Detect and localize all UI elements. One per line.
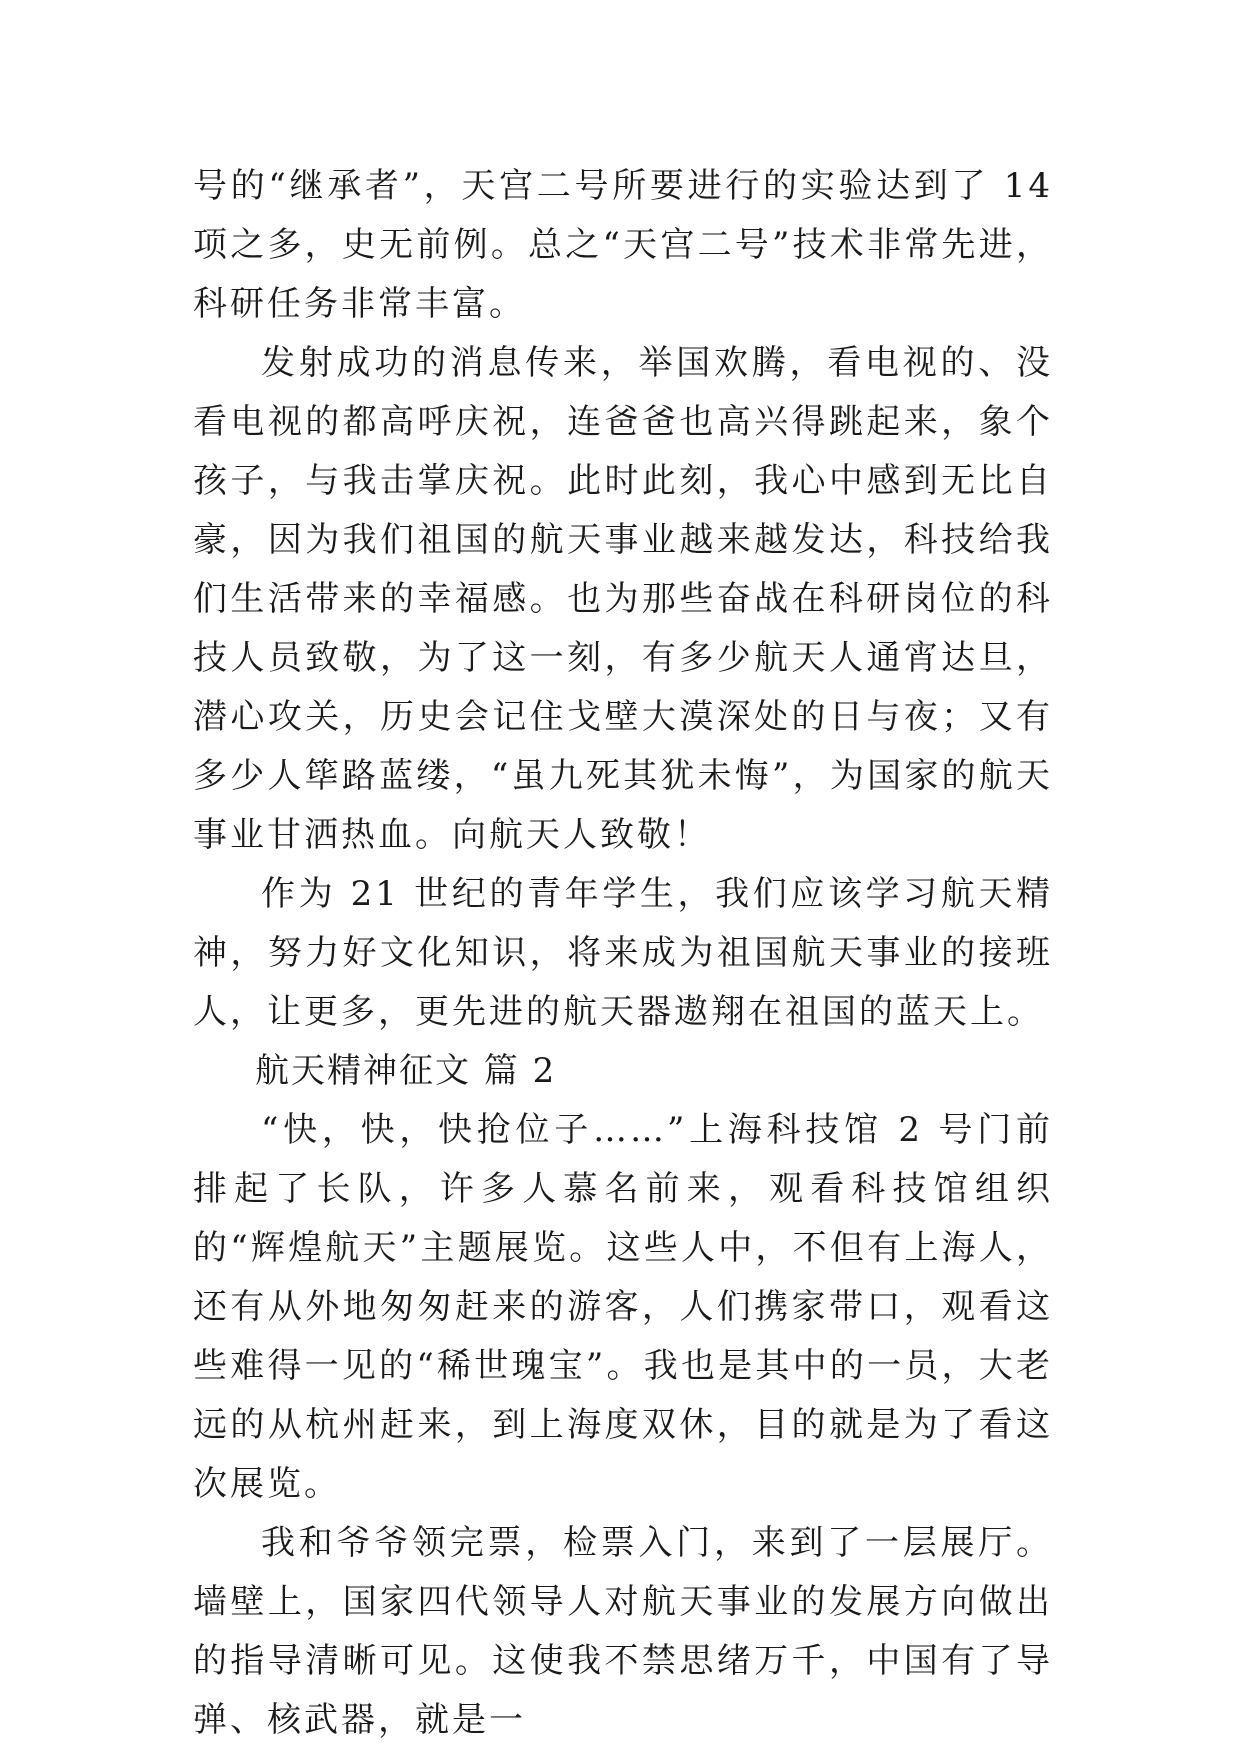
- paragraph-continuation: 号的“继承者”，天宫二号所要进行的实验达到了 14 项之多，史无前例。总之“天宫二号”技术非常先进，科研任务非常丰富。: [193, 166, 1053, 324]
- paragraph-exhibition-queue: “快，快，快抢位子……”上海科技馆 2 号门前排起了长队，许多人慕名前来，观看科技馆组织的“辉煌航天”主题展览。这些人中，不但有上海人，还有从外地匆匆赶来的游客，人们携家带口，观看这些难得一见的“稀世瑰宝”。我也是其中的一员，大老远的从杭州赶来，到上海度双休，目的就是为了看这次展览。: [193, 1110, 1053, 1504]
- document-body: [193, 157, 1053, 1750]
- paragraph-exhibition-hall: 我和爷爷领完票，检票入门，来到了一层展厅。墙壁上，国家四代领导人对航天事业的发展方向做出的指导清晰可见。这使我不禁思绪万千，中国有了导弹、核武器，就是一: [193, 1523, 1053, 1740]
- paragraph-youth-aspiration: 作为 21 世纪的青年学生，我们应该学习航天精神，努力好文化知识，将来成为祖国航天事业的接班人，让更多，更先进的航天器遨翔在祖国的蓝天上。: [193, 874, 1053, 1032]
- section-heading: 航天精神征文 篇 2: [255, 1051, 557, 1091]
- paragraph-launch-celebration: 发射成功的消息传来，举国欢腾，看电视的、没看电视的都高呼庆祝，连爸爸也高兴得跳起来，象个孩子，与我击掌庆祝。此时此刻，我心中感到无比自豪，因为我们祖国的航天事业越来越发达，科技给我们生活带来的幸福感。也为那些奋战在科研岗位的科技人员致敬，为了这一刻，有多少航天人通宵达旦，潜心攻关，历史会记住戈壁大漠深处的日与夜；又有多少人筚路蓝缕，“虽九死其犹未悔”，为国家的航天事业甘洒热血。向航天人致敬！: [193, 343, 1053, 855]
